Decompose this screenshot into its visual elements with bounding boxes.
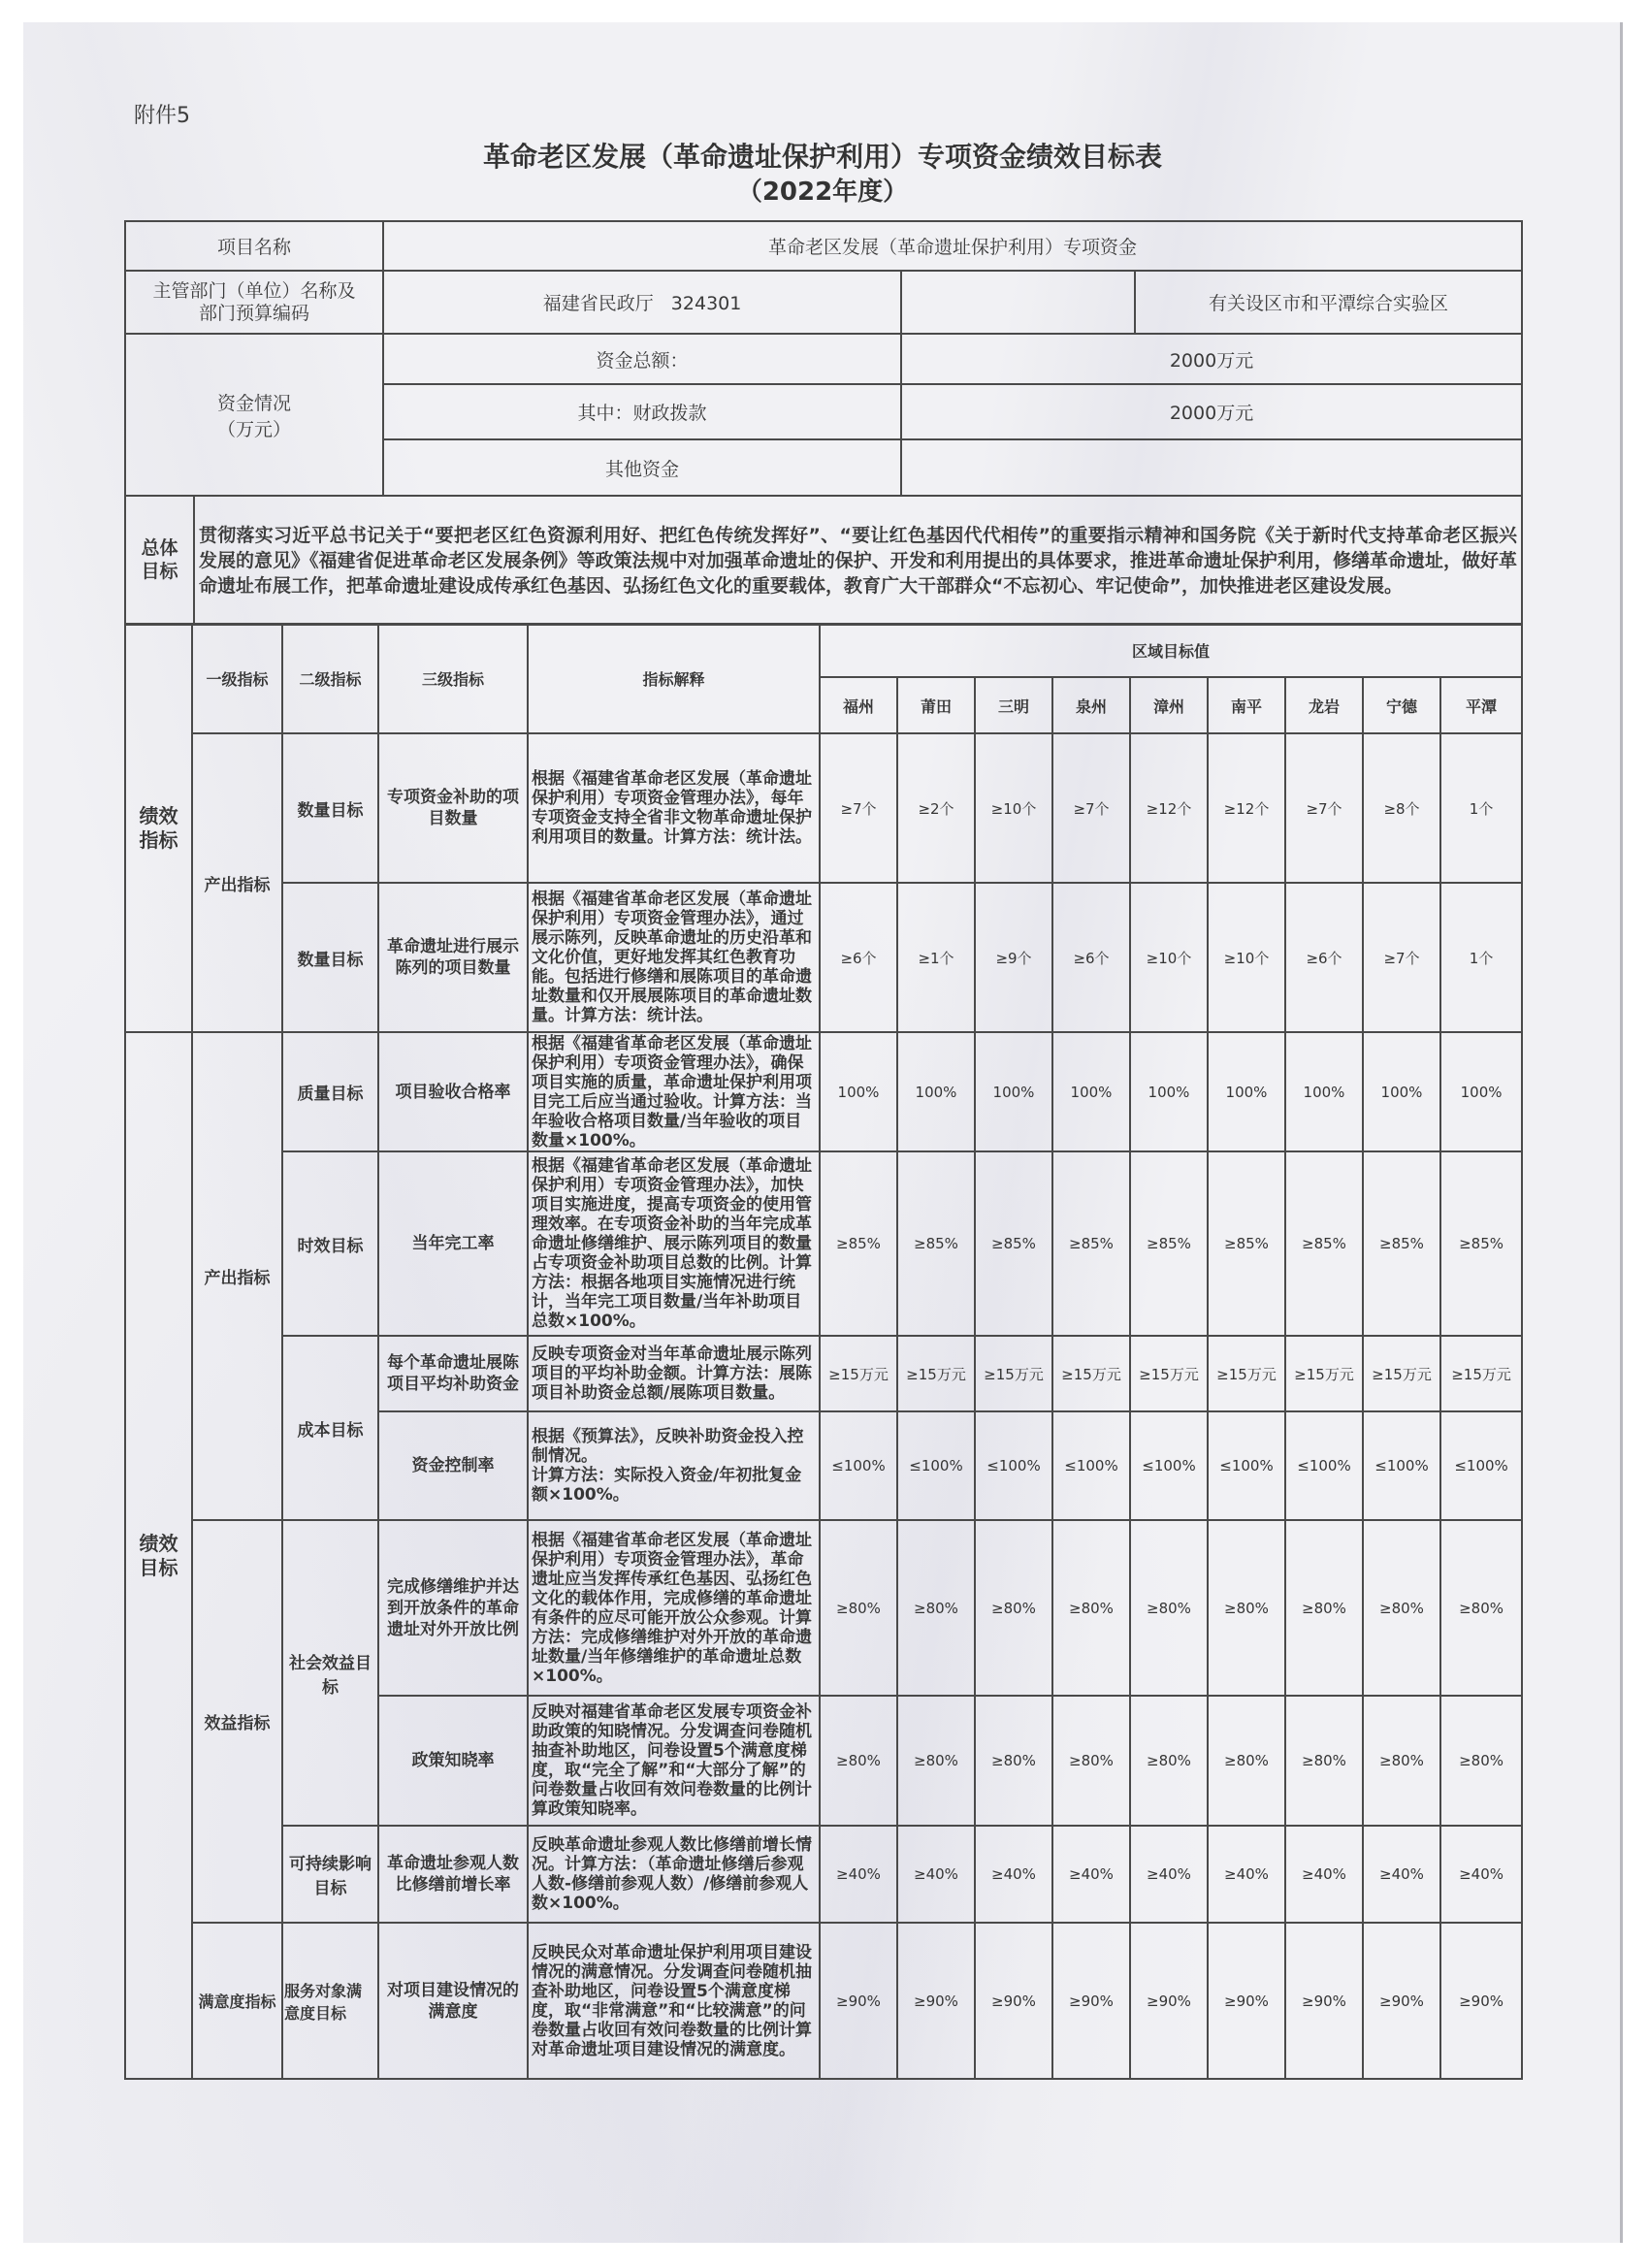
level3-indicator: 资金控制率 — [378, 1411, 528, 1520]
target-zhangzhou: ≤100% — [1130, 1411, 1208, 1520]
target-pingtan: 1个 — [1440, 883, 1522, 1032]
indicator-row — [125, 733, 1522, 883]
region-zhangzhou: 漳州 — [1130, 677, 1208, 733]
region-quanzhou: 泉州 — [1052, 677, 1130, 733]
target-ningde: ≥80% — [1363, 1520, 1440, 1696]
level3-indicator: 政策知晓率 — [378, 1696, 528, 1826]
target-nanping: 100% — [1208, 1032, 1285, 1151]
target-zhangzhou: ≥85% — [1130, 1151, 1208, 1336]
target-putian: ≥15万元 — [897, 1336, 975, 1411]
funding-other-label: 其他资金 — [383, 439, 901, 496]
target-ningde: ≥40% — [1363, 1826, 1440, 1923]
target-longyan: ≤100% — [1285, 1411, 1363, 1520]
target-zhangzhou: ≥10个 — [1130, 883, 1208, 1032]
target-ningde: ≥15万元 — [1363, 1336, 1440, 1411]
region-nanping: 南平 — [1208, 677, 1285, 733]
target-fuzhou: ≤100% — [820, 1411, 897, 1520]
level3-indicator: 专项资金补助的项目数量 — [378, 733, 528, 883]
attachment-label: 附件5 — [134, 104, 190, 128]
target-longyan: ≥7个 — [1285, 733, 1363, 883]
department-label: 主管部门（单位）名称及部门预算编码 — [152, 279, 356, 324]
header-level3: 三级指标 — [378, 624, 528, 733]
target-putian: ≥1个 — [897, 883, 975, 1032]
funding-fiscal-value: 2000万元 — [901, 384, 1522, 439]
target-sanming: 100% — [975, 1032, 1052, 1151]
target-ningde: 100% — [1363, 1032, 1440, 1151]
target-pingtan: ≥85% — [1440, 1151, 1522, 1336]
indicator-explanation: 根据《福建省革命老区发展（革命遗址保护利用）专项资金管理办法》，革命遗址应当发挥传承红色基因、弘扬红色文化的载体作用，完成修缮的革命遗址有条件的应尽可能开放公众参观。计算方法：完成修缮维护对外开放的革命遗址数量/当年修缮维护的革命遗址总数×100%。 — [528, 1520, 820, 1696]
target-zhangzhou: ≥80% — [1130, 1520, 1208, 1696]
indicator-explanation: 根据《福建省革命老区发展（革命遗址保护利用）专项资金管理办法》，加快项目实施进度，提高专项资金的使用管理效率。在专项资金补助的当年完成革命遗址修缮维护、展示陈列项目的数量占专项资金补助项目总数的比例。计算方法：根据各地项目实施情况进行统计，当年完工项目数量/当年补助项目总数×100%。 — [528, 1151, 820, 1336]
target-fuzhou: ≥90% — [820, 1923, 897, 2079]
level2-indicator: 社会效益目标 — [282, 1520, 378, 1826]
target-zhangzhou: ≥80% — [1130, 1696, 1208, 1826]
target-sanming: ≥85% — [975, 1151, 1052, 1336]
target-ningde: ≤100% — [1363, 1411, 1440, 1520]
indicator-explanation: 反映革命遗址参观人数比修缮前增长情况。计算方法：（革命遗址修缮后参观人数-修缮前参观人数）/修缮前参观人数×100%。 — [528, 1826, 820, 1923]
section-performance-indicators-label: 绩效指标 — [139, 803, 178, 852]
target-fuzhou: ≥40% — [820, 1826, 897, 1923]
section-performance-goals-label: 绩效目标 — [139, 1531, 178, 1579]
target-longyan: ≥80% — [1285, 1696, 1363, 1826]
target-zhangzhou: ≥40% — [1130, 1826, 1208, 1923]
target-nanping: ≥90% — [1208, 1923, 1285, 2079]
target-fuzhou: 100% — [820, 1032, 897, 1151]
target-putian: ≥85% — [897, 1151, 975, 1336]
indicator-explanation: 反映对福建省革命老区发展专项资金补助政策的知晓情况。分发调查问卷随机抽查补助地区，问卷设置5个满意度梯度，取“完全了解”和“大部分了解”的问卷数量占收回有效问卷数量的比例计算政策知晓率。 — [528, 1696, 820, 1826]
section-performance-goals-cell — [125, 1032, 192, 2079]
target-longyan: ≥85% — [1285, 1151, 1363, 1336]
region-sanming: 三明 — [975, 677, 1052, 733]
level2-indicator: 服务对象满意度目标 — [282, 1923, 378, 2079]
target-ningde: ≥7个 — [1363, 883, 1440, 1032]
level1-indicator: 产出指标 — [192, 733, 282, 1032]
level2-indicator: 数量目标 — [282, 883, 378, 1032]
indicator-row — [125, 1336, 1522, 1411]
target-quanzhou: ≥80% — [1052, 1696, 1130, 1826]
indicator-row — [125, 883, 1522, 1032]
target-nanping: ≤100% — [1208, 1411, 1285, 1520]
funding-label: 资金情况 — [217, 392, 292, 414]
target-sanming: ≤100% — [975, 1411, 1052, 1520]
target-quanzhou: 100% — [1052, 1032, 1130, 1151]
level3-indicator: 项目验收合格率 — [378, 1032, 528, 1151]
target-quanzhou: ≥80% — [1052, 1520, 1130, 1696]
target-pingtan: 100% — [1440, 1032, 1522, 1151]
target-sanming: ≥9个 — [975, 883, 1052, 1032]
target-zhangzhou: ≥90% — [1130, 1923, 1208, 2079]
target-pingtan: 1个 — [1440, 733, 1522, 883]
target-pingtan: ≥40% — [1440, 1826, 1522, 1923]
target-longyan: ≥6个 — [1285, 883, 1363, 1032]
target-zhangzhou: ≥12个 — [1130, 733, 1208, 883]
implementer-value: 有关设区市和平潭综合实验区 — [1135, 271, 1522, 334]
project-info-table — [124, 220, 1523, 626]
target-longyan: ≥15万元 — [1285, 1336, 1363, 1411]
level3-indicator: 当年完工率 — [378, 1151, 528, 1336]
target-ningde: ≥8个 — [1363, 733, 1440, 883]
target-zhangzhou: 100% — [1130, 1032, 1208, 1151]
target-putian: ≥80% — [897, 1696, 975, 1826]
header-level2: 二级指标 — [282, 624, 378, 733]
level1-indicator: 产出指标 — [192, 1032, 282, 1520]
funding-fiscal-label: 其中：财政拨款 — [383, 384, 901, 439]
target-nanping: ≥40% — [1208, 1826, 1285, 1923]
target-longyan: ≥40% — [1285, 1826, 1363, 1923]
department-label-cell — [125, 271, 383, 334]
target-pingtan: ≥80% — [1440, 1520, 1522, 1696]
funding-total-value: 2000万元 — [901, 334, 1522, 384]
target-nanping: ≥12个 — [1208, 733, 1285, 883]
target-pingtan: ≤100% — [1440, 1411, 1522, 1520]
overall-goal-label-cell — [125, 496, 194, 625]
overall-goal-row — [125, 496, 1522, 625]
target-fuzhou: ≥15万元 — [820, 1336, 897, 1411]
overall-goal-label: 总体目标 — [141, 536, 178, 582]
funding-other-value — [901, 439, 1522, 496]
funding-unit: （万元） — [217, 418, 292, 440]
target-sanming: ≥80% — [975, 1520, 1052, 1696]
level2-indicator: 可持续影响目标 — [282, 1826, 378, 1923]
target-putian: 100% — [897, 1032, 975, 1151]
target-putian: ≤100% — [897, 1411, 975, 1520]
indicator-row — [125, 1032, 1522, 1151]
target-sanming: ≥80% — [975, 1696, 1052, 1826]
funding-total-label: 资金总额： — [383, 334, 901, 384]
document-title: 革命老区发展（革命遗址保护利用）专项资金绩效目标表 — [482, 141, 1162, 173]
target-pingtan: ≥90% — [1440, 1923, 1522, 2079]
target-pingtan: ≥80% — [1440, 1696, 1522, 1826]
indicator-explanation: 反映专项资金对当年革命遗址展示陈列项目的平均补助金额。计算方法：展陈项目补助资金总额/展陈项目数量。 — [528, 1336, 820, 1411]
target-nanping: ≥80% — [1208, 1520, 1285, 1696]
target-nanping: ≥15万元 — [1208, 1336, 1285, 1411]
indicator-explanation: 根据《福建省革命老区发展（革命遗址保护利用）专项资金管理办法》，确保项目实施的质量，革命遗址保护利用项目完工后应当通过验收。计算方法：当年验收合格项目数量/当年验收的项目数量×100%。 — [528, 1032, 820, 1151]
target-longyan: ≥90% — [1285, 1923, 1363, 2079]
target-fuzhou: ≥7个 — [820, 733, 897, 883]
target-fuzhou: ≥80% — [820, 1520, 897, 1696]
level3-indicator: 革命遗址参观人数比修缮前增长率 — [378, 1826, 528, 1923]
level3-indicator: 革命遗址进行展示陈列的项目数量 — [378, 883, 528, 1032]
target-quanzhou: ≥15万元 — [1052, 1336, 1130, 1411]
overall-goal-text: 贯彻落实习近平总书记关于“要把老区红色资源利用好、把红色传统发挥好”、“要让红色基因代代相传”的重要指示精神和国务院《关于新时代支持革命老区振兴发展的意见》《福建省促进革命老区发展条例》等政策法规中对加强革命遗址的保护、开发和利用提出的具体要求，推进革命遗址保护利用，修缮革命遗址，做好革命遗址布展工作，把革命遗址建设成传承红色基因、弘扬红色文化的重要载体，教育广大干部群众“不忘初心、牢记使命”，加快推进老区建设发展。 — [194, 496, 1522, 625]
target-quanzhou: ≤100% — [1052, 1411, 1130, 1520]
target-sanming: ≥40% — [975, 1826, 1052, 1923]
department-empty-cell — [901, 271, 1135, 334]
target-putian: ≥2个 — [897, 733, 975, 883]
level2-indicator: 数量目标 — [282, 733, 378, 883]
target-quanzhou: ≥90% — [1052, 1923, 1130, 2079]
level1-indicator: 满意度指标 — [192, 1923, 282, 2079]
indicator-row — [125, 1151, 1522, 1336]
level2-indicator: 质量目标 — [282, 1032, 378, 1151]
target-sanming: ≥10个 — [975, 733, 1052, 883]
project-name-row — [125, 221, 1522, 271]
level3-indicator: 完成修缮维护并达到开放条件的革命遗址对外开放比例 — [378, 1520, 528, 1696]
header-level1: 一级指标 — [192, 624, 282, 733]
indicator-explanation: 根据《福建省革命老区发展（革命遗址保护利用）专项资金管理办法》，通过展示陈列，反映革命遗址的历史沿革和文化价值，更好地发挥其红色教育功能。包括进行修缮和展陈项目的革命遗址数量和仅开展展陈项目的革命遗址数量。计算方法：统计法。 — [528, 883, 820, 1032]
indicator-explanation: 根据《福建省革命老区发展（革命遗址保护利用）专项资金管理办法》，每年专项资金支持全省非文物革命遗址保护利用项目的数量。计算方法：统计法。 — [528, 733, 820, 883]
indicator-row — [125, 1520, 1522, 1696]
level3-indicator: 对项目建设情况的满意度 — [378, 1923, 528, 2079]
target-putian: ≥90% — [897, 1923, 975, 2079]
region-fuzhou: 福州 — [820, 677, 897, 733]
target-fuzhou: ≥6个 — [820, 883, 897, 1032]
target-putian: ≥40% — [897, 1826, 975, 1923]
target-ningde: ≥80% — [1363, 1696, 1440, 1826]
target-quanzhou: ≥40% — [1052, 1826, 1130, 1923]
region-putian: 莆田 — [897, 677, 975, 733]
department-row — [125, 271, 1522, 334]
region-longyan: 龙岩 — [1285, 677, 1363, 733]
section-performance-indicators-cell — [125, 624, 192, 1032]
indicator-row — [125, 1826, 1522, 1923]
target-quanzhou: ≥85% — [1052, 1151, 1130, 1336]
indicator-table — [124, 623, 1523, 2080]
target-putian: ≥80% — [897, 1520, 975, 1696]
target-zhangzhou: ≥15万元 — [1130, 1336, 1208, 1411]
region-pingtan: 平潭 — [1440, 677, 1522, 733]
target-sanming: ≥15万元 — [975, 1336, 1052, 1411]
project-name-value: 革命老区发展（革命遗址保护利用）专项资金 — [383, 221, 1522, 271]
target-pingtan: ≥15万元 — [1440, 1336, 1522, 1411]
indicator-explanation: 反映民众对革命遗址保护利用项目建设情况的满意情况。分发调查问卷随机抽查补助地区，问卷设置5个满意度梯度，取“非常满意”和“比较满意”的问卷数量占收回有效问卷数量的比例计算对革命遗址项目建设情况的满意度。 — [528, 1923, 820, 2079]
target-quanzhou: ≥7个 — [1052, 733, 1130, 883]
target-longyan: 100% — [1285, 1032, 1363, 1151]
level3-indicator: 每个革命遗址展陈项目平均补助资金 — [378, 1336, 528, 1411]
target-longyan: ≥80% — [1285, 1520, 1363, 1696]
funding-total-row — [125, 334, 1522, 384]
region-ningde: 宁德 — [1363, 677, 1440, 733]
target-fuzhou: ≥80% — [820, 1696, 897, 1826]
header-region-targets: 区域目标值 — [820, 624, 1522, 677]
target-quanzhou: ≥6个 — [1052, 883, 1130, 1032]
target-sanming: ≥90% — [975, 1923, 1052, 2079]
indicator-explanation: 根据《预算法》，反映补助资金投入控制情况。 计算方法：实际投入资金/年初批复金额×100%。 — [528, 1411, 820, 1520]
level2-indicator: 成本目标 — [282, 1336, 378, 1520]
indicator-row — [125, 1923, 1522, 2079]
header-row — [125, 624, 1522, 677]
level2-indicator: 时效目标 — [282, 1151, 378, 1336]
document-subtitle: （2022年度） — [736, 178, 909, 207]
level1-indicator: 效益指标 — [192, 1520, 282, 1923]
project-name-label: 项目名称 — [125, 221, 383, 271]
target-fuzhou: ≥85% — [820, 1151, 897, 1336]
target-ningde: ≥85% — [1363, 1151, 1440, 1336]
target-ningde: ≥90% — [1363, 1923, 1440, 2079]
department-value: 福建省民政厅 324301 — [383, 271, 901, 334]
header-explanation: 指标解释 — [528, 624, 820, 733]
target-nanping: ≥80% — [1208, 1696, 1285, 1826]
target-nanping: ≥10个 — [1208, 883, 1285, 1032]
funding-label-cell — [125, 334, 383, 496]
target-nanping: ≥85% — [1208, 1151, 1285, 1336]
